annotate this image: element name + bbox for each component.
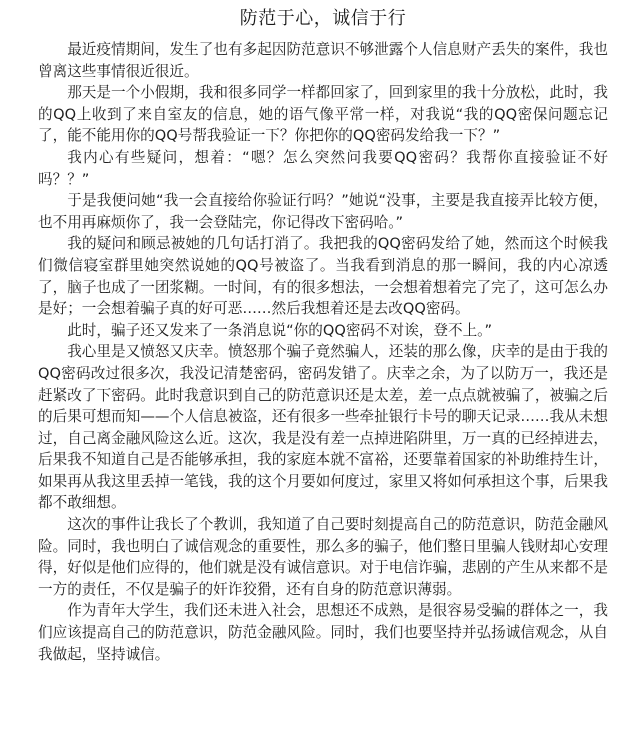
paragraph-6: 此时，骗子还又发来了一条消息说“你的QQ密码不对诶，登不上。”	[67, 321, 493, 339]
paragraph-1: 最近疫情期间，发生了也有多起因防范意识不够泄露个人信息财产丢失的案件，我也曾离这些事情很近很近。	[38, 41, 608, 80]
document-body	[38, 39, 608, 665]
paragraph-3: 我内心有些疑问，想着：“嗯？怎么突然问我要QQ密码？我帮你直接验证不好吗？？”	[38, 148, 608, 188]
paragraph-7: 我心里是又愤怒又庆幸。愤怒那个骗子竟然骗人，还装的那么像，庆幸的是由于我的QQ密码改过很多次，我没记清楚密码，密码发错了。庆幸之余，为了以防万一，我还是赶紧改了下密码。此时我意识到自己的防范意识还是太差，差一点点就被骗了，被骗之后的后果可想而知——个人信息被盗，还有很多一些牵扯银行卡号的聊天记录……我从未想过，自己离金融风险这么近。这次，我是没有差一点掉进陷阱里，万一真的已经掉进去，后果我不知道自己是否能够承担，我的家庭本就不富裕，还要靠着国家的补助维持生计，如果再从我这里丢掉一笔钱，我的这个月要如何度过，家里又将如何承担这个事，后果我都不敢细想。	[38, 343, 608, 512]
document-title: 防范于心，诚信于行	[239, 8, 407, 29]
paragraph-8: 这次的事件让我长了个教训，我知道了自己要时刻提高自己的防范意识，防范金融风险。同时，我也明白了诚信观念的重要性，那么多的骗子，他们整日里骗人钱财却心安理得，好似是他们应得的，他们就是没有诚信意识。对于电信诈骗，悲剧的产生从来都不是一方的责任，不仅是骗子的奸诈狡猾，还有自身的防范意识薄弱。	[38, 516, 608, 598]
paragraph-5: 我的疑问和顾忌被她的几句话打消了。我把我的QQ密码发给了她，然而这个时候我们微信寝室群里她突然说她的QQ号被盗了。当我看到消息的那一瞬间，我的内心凉透了，脑子也成了一团浆糊。一时间，有的很多想法，一会想着想着完了完了，这可怎么办是好；一会想着骗子真的好可恶……然后我想着还是去改QQ密码。	[38, 235, 608, 318]
paragraph-4: 于是我便问她“我一会直接给你验证行吗？”她说“没事，主要是我直接弄比较方便，也不用再麻烦你了，我一会登陆完，你记得改下密码哈。”	[38, 192, 608, 231]
paragraph-9: 作为青年大学生，我们还未进入社会，思想还不成熟，是很容易受骗的群体之一，我们应该提高自己的防范意识，防范金融风险。同时，我们也要坚持并弘扬诚信观念，从自我做起，坚持诚信。	[38, 602, 608, 663]
paragraph-2: 那天是一个小假期，我和很多同学一样都回家了，回到家里的我十分放松，此时，我的QQ上收到了来自室友的信息，她的语气像平常一样，对我说“我的QQ密保问题忘记了，能不能用你的QQ号帮我验证一下？你把你的QQ密码发给我一下？”	[38, 84, 608, 145]
